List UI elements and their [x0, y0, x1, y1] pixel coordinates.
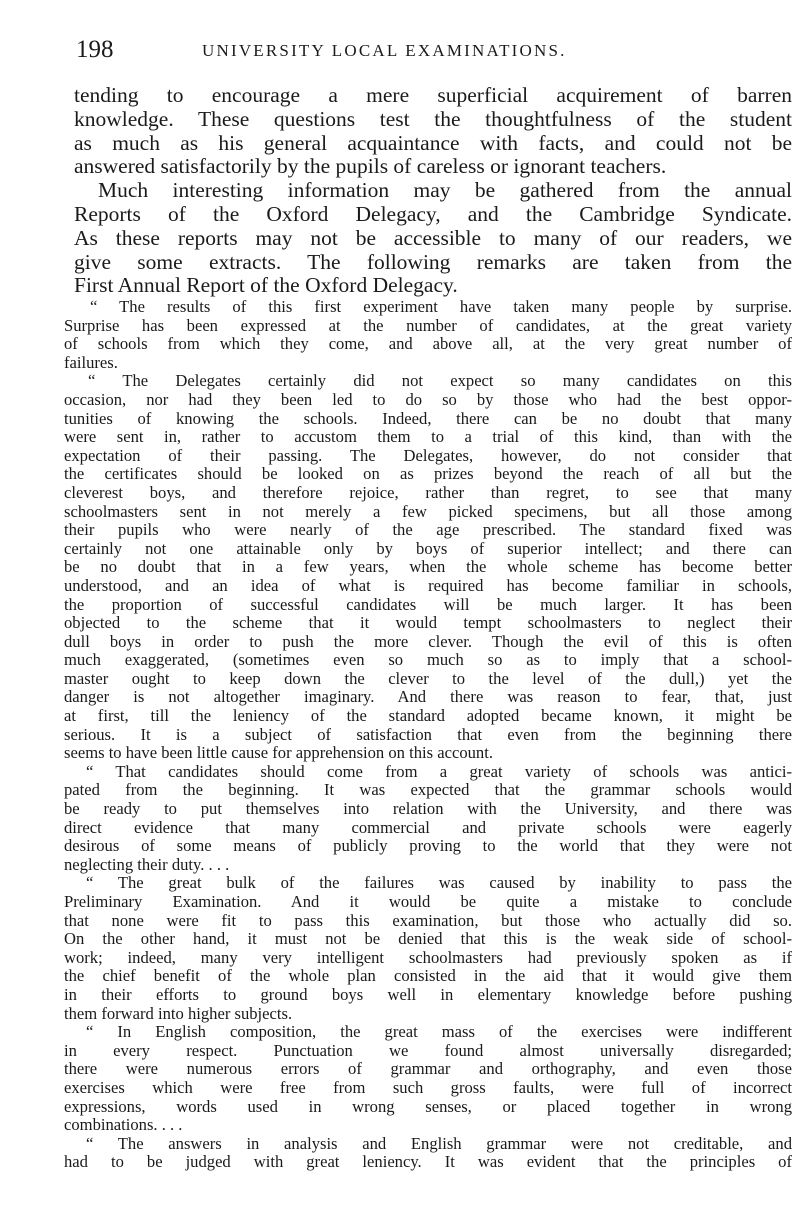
page-number: 198 [76, 36, 114, 63]
quote-line: schoolmasters sent in not merely a few picked specimens, but all those among [64, 501, 792, 521]
quote-line: serious. It is a subject of satisfaction that even from the beginning there [64, 724, 792, 744]
quote-line: expectation of their passing. The Delegates, however, do not consider that [64, 445, 792, 465]
intro-line: knowledge. These questions test the thoughtfulness of the student [74, 106, 792, 131]
quote-line: of schools from which they come, and above all, at the very great number of [64, 334, 792, 354]
quote-line: desirous of some means of publicly proving to the world that they were not [64, 836, 792, 856]
intro-paragraphs [74, 84, 792, 298]
quote-line: Surprise has been expressed at the number of candidates, at the great variety [64, 315, 792, 335]
quote-line: Preliminary Examination. And it would be quite a mistake to conclude [64, 892, 792, 911]
quote-line: them forward into higher subjects. [64, 1003, 293, 1023]
intro-line: Much interesting information may be gathered from the annual [98, 178, 792, 203]
quote-line: danger is not altogether imaginary. And there was reason to fear, that, just [64, 687, 792, 707]
quote-line: failures. [64, 352, 118, 372]
intro-line: tending to encourage a mere superficial acquirement of barren [74, 83, 792, 107]
intro-line: as much as his general acquaintance with facts, and could not be [74, 130, 792, 155]
quote-line: their pupils who were nearly of the age prescribed. The standard fixed was [64, 520, 792, 540]
quote-line: the proportion of successful candidates will be much larger. It has been [64, 594, 792, 614]
quote-line: “ That candidates should come from a great variety of schools was antici- [86, 761, 792, 781]
intro-line: Reports of the Oxford Delegacy, and the Cambridge Syndicate. [74, 201, 792, 226]
quote-line: “ The answers in analysis and English grammar were not creditable, and [86, 1133, 792, 1153]
quote-line: occasion, nor had they been led to do so by those who had the best oppor- [64, 389, 792, 409]
intro-line: give some extracts. The following remarks are taken from the [74, 249, 792, 274]
quoted-report [64, 298, 792, 1172]
page-header [76, 36, 791, 66]
quote-line: in their efforts to ground boys well in elementary knowledge before pushing [64, 984, 792, 1004]
quote-line: seems to have been little cause for apprehension on this account. [64, 743, 493, 763]
quote-line: pated from the beginning. It was expected that the grammar schools would [64, 780, 792, 800]
quote-line: tunities of knowing the schools. Indeed, there can be no doubt that many [64, 408, 792, 428]
quote-line: the certificates should be looked on as prizes beyond the reach of all but the [64, 464, 792, 484]
quote-line: at first, till the leniency of the standard adopted became known, it might be [64, 706, 792, 726]
quote-line: exercises which were free from such gross faults, were full of incorrect [64, 1077, 792, 1097]
intro-line: As these reports may not be accessible to many of our readers, we [74, 225, 792, 250]
quote-line: in every respect. Punctuation we found almost universally disregarded; [64, 1040, 792, 1060]
intro-line: answered satisfactorily by the pupils of careless or ignorant teachers. [74, 154, 667, 179]
quote-line: had to be judged with great leniency. It was evident that the principles of [64, 1152, 792, 1172]
quote-line: master ought to keep down the clever to the level of the dull,) yet the [64, 668, 792, 688]
intro-line: First Annual Report of the Oxford Delegacy. [74, 273, 458, 298]
quote-line: combinations. . . . [64, 1115, 183, 1135]
quote-line: neglecting their duty. . . . [64, 854, 230, 874]
quote-line: that none were fit to pass this examination, but those who actually did so. [64, 910, 792, 930]
quote-line: objected to the scheme that it would tempt schoolmasters to neglect their [64, 613, 792, 633]
quote-line: work; indeed, many very intelligent schoolmasters had previously spoken as if [64, 947, 792, 967]
quote-line: On the other hand, it must not be denied that this is the weak side of school- [64, 929, 792, 949]
quote-line: “ The results of this first experiment have taken many people by surprise. [90, 297, 792, 316]
quote-line: “ The great bulk of the failures was caused by inability to pass the [86, 873, 792, 893]
quote-line: much exaggerated, (sometimes even so much so as to imply that a school- [64, 650, 792, 670]
quote-line: the chief benefit of the whole plan consisted in the aid that it would give them [64, 966, 792, 986]
quote-line: were sent in, rather to accustom them to a trial of this kind, than with the [64, 427, 792, 447]
quote-line: cleverest boys, and therefore rejoice, rather than regret, to see that many [64, 482, 792, 502]
quote-line: dull boys in order to push the more clever. Though the evil of this is often [64, 631, 792, 651]
quote-line: understood, and an idea of what is required has become familiar in schools, [64, 575, 792, 595]
quote-line: there were numerous errors of grammar and orthography, and even those [64, 1059, 792, 1079]
quote-line: direct evidence that many commercial and private schools were eagerly [64, 817, 792, 837]
quote-line: expressions, words used in wrong senses, or placed together in wrong [64, 1096, 792, 1116]
quote-line: be ready to put themselves into relation with the University, and there was [64, 799, 792, 819]
running-head: UNIVERSITY LOCAL EXAMINATIONS. [202, 41, 567, 60]
quote-line: “ In English composition, the great mass of the exercises were indifferent [86, 1022, 792, 1042]
quote-line: be no doubt that in a few years, when the whole scheme has become better [64, 557, 792, 577]
quote-line: “ The Delegates certainly did not expect so many candidates on this [88, 371, 792, 391]
quote-line: certainly not one attainable only by boys of superior intellect; and there can [64, 538, 792, 558]
